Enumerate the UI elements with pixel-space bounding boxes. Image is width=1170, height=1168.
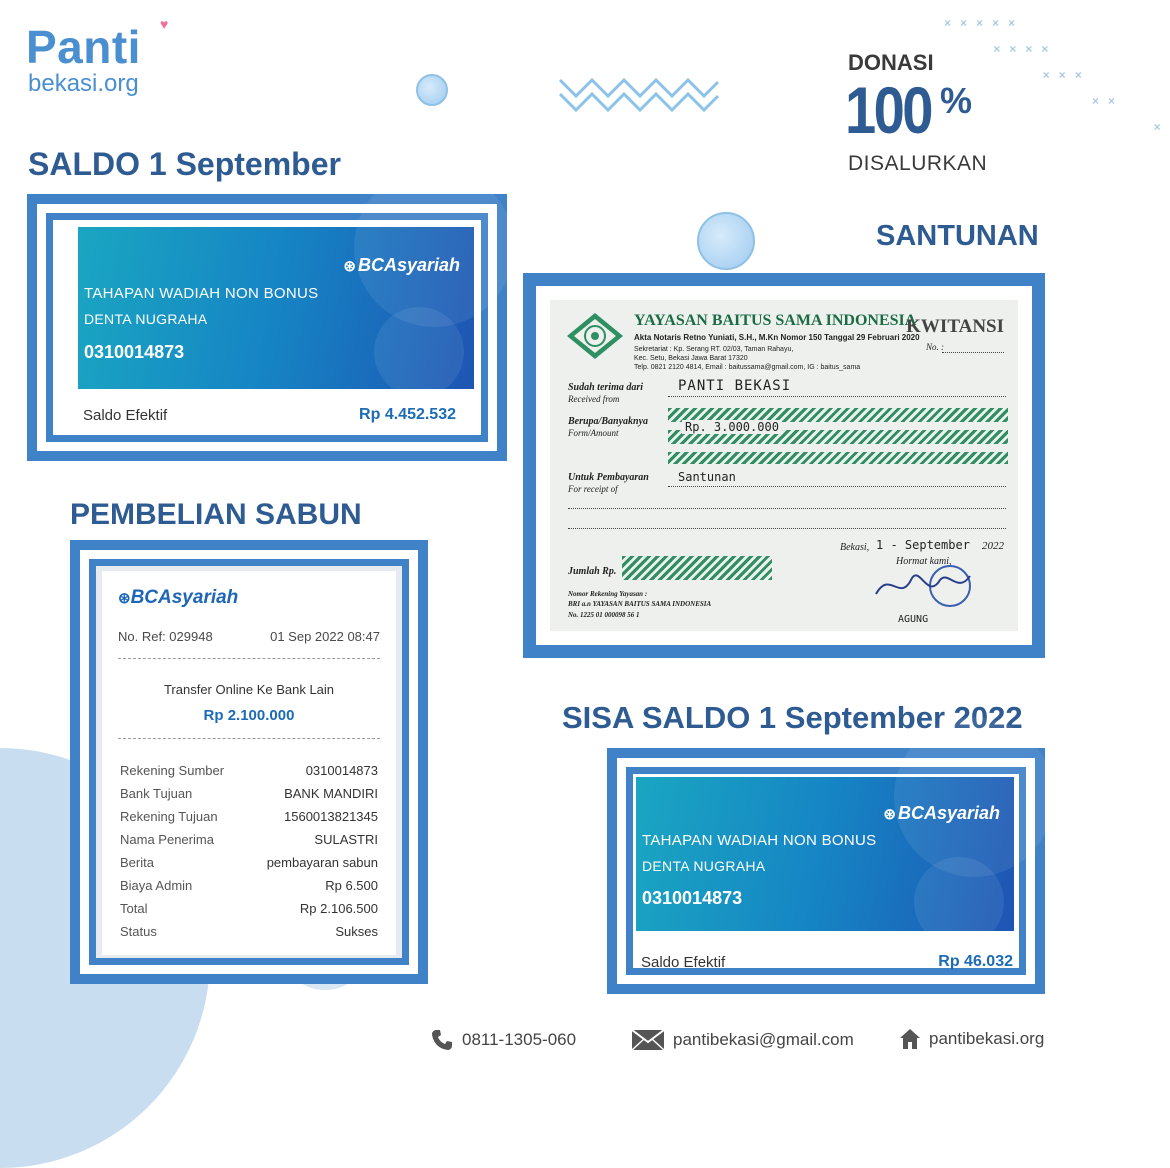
detail-key: Total	[120, 901, 148, 916]
kwitansi-signer: AGUNG	[898, 614, 929, 625]
kwitansi-address-line: Telp. 0821 2120 4814, Email : baitussama@gmail.com, IG : baitus_sama	[634, 364, 861, 371]
field-line	[668, 396, 1006, 397]
detail-key: Rekening Tujuan	[120, 809, 218, 824]
detail-key: Nama Penerima	[120, 832, 214, 847]
dashed-divider	[118, 658, 380, 659]
bubble-decoration-large	[697, 212, 755, 270]
detail-row	[120, 878, 378, 901]
field-received-sub: Received from	[568, 394, 620, 404]
bank-name: BCAsyariah	[130, 587, 239, 608]
kwitansi-document	[550, 300, 1018, 631]
balance-value: Rp 4.452.532	[359, 406, 456, 423]
heading-sisa-saldo: SISA SALDO 1 September 2022	[562, 700, 1023, 735]
santunan-panel	[536, 286, 1032, 645]
detail-row	[120, 924, 378, 947]
mail-icon	[631, 1028, 665, 1052]
detail-key: Bank Tujuan	[120, 786, 193, 801]
detail-value: Rp 6.500	[325, 878, 378, 893]
heading-pembelian-sabun: PEMBELIAN SABUN	[70, 498, 362, 531]
detail-key: Rekening Sumber	[120, 763, 225, 778]
card-decoration	[374, 307, 464, 397]
kwitansi-akta: Akta Notaris Retno Yuniati, S.H., M.Kn Nomor 150 Tanggal 29 Februari 2020	[634, 333, 920, 342]
field-line	[668, 486, 1006, 487]
card-product: TAHAPAN WADIAH NON BONUS	[84, 285, 319, 302]
badge-percent-sign: %	[940, 80, 973, 121]
brand-logo-domain: bekasi.org	[28, 70, 139, 97]
pembelian-frame	[70, 540, 428, 984]
contact-email[interactable]	[631, 1028, 854, 1052]
transfer-details	[120, 763, 378, 953]
detail-key: Status	[120, 924, 157, 939]
balance-value: Rp 46.032	[938, 953, 1013, 970]
field-line	[568, 528, 1006, 529]
badge-disalurkan: DISALURKAN	[848, 152, 988, 175]
kwitansi-year: 2022	[982, 540, 1004, 552]
card-product: TAHAPAN WADIAH NON BONUS	[642, 832, 877, 849]
kwitansi-jumlah-label: Jumlah Rp.	[568, 566, 617, 577]
bank-name: BCAsyariah	[357, 255, 460, 275]
foundation-logo-icon	[566, 312, 624, 360]
saldo-frame	[27, 194, 507, 461]
bca-logo-icon: ⊛	[118, 590, 131, 607]
kwitansi-norek-label: Nomor Rekening Yayasan :	[568, 590, 648, 598]
heading-santunan: SANTUNAN	[876, 220, 1039, 252]
transfer-ref: No. Ref: 029948	[118, 629, 213, 644]
transfer-datetime: 01 Sep 2022 08:47	[270, 629, 380, 644]
signature-stamp-icon	[870, 564, 980, 610]
detail-row	[120, 786, 378, 809]
kwitansi-title: KWITANSI	[906, 316, 1004, 337]
detail-row	[120, 763, 378, 786]
field-purpose-label: Untuk Pembayaran	[568, 472, 649, 483]
contact-phone[interactable]	[430, 1028, 576, 1052]
transfer-title: Transfer Online Ke Bank Lain	[163, 682, 335, 697]
kwitansi-place: Bekasi,	[840, 542, 870, 553]
field-received-value: PANTI BEKASI	[678, 378, 792, 394]
cross-pattern: ××××× ×××× ××× ×× ×	[944, 16, 1170, 134]
bank-name: BCAsyariah	[897, 803, 1000, 823]
detail-value: 1560013821345	[284, 809, 378, 824]
brand-logo-name: Panti	[26, 21, 141, 73]
kwitansi-address	[634, 345, 860, 372]
kwitansi-org-name: YAYASAN BAITUS SAMA INDONESIA	[634, 312, 917, 329]
bank-card-top	[78, 227, 474, 389]
contact-email-text: pantibekasi@gmail.com	[673, 1030, 854, 1049]
saldo-panel	[46, 213, 488, 442]
bca-logo-icon: ⊛	[343, 258, 356, 275]
card-decoration	[914, 857, 1004, 947]
detail-value: Rp 2.106.500	[299, 901, 378, 916]
card-decoration	[354, 167, 514, 327]
dashed-divider	[118, 738, 380, 739]
kwitansi-address-line: Kec. Setu, Bekasi Jawa Barat 17320	[634, 355, 748, 362]
badge-donasi: DONASI	[848, 50, 934, 75]
field-amount-label: Berupa/Banyaknya	[568, 416, 649, 427]
heading-saldo: SALDO 1 September	[28, 146, 341, 182]
heart-icon: ♥	[160, 16, 169, 32]
kwitansi-number-label: No. :	[926, 342, 944, 352]
card-account-number: 0310014873	[642, 888, 743, 908]
detail-row	[120, 809, 378, 832]
santunan-frame	[523, 273, 1045, 658]
detail-value: BANK MANDIRI	[284, 786, 378, 801]
zigzag-decoration	[558, 74, 720, 118]
contact-website[interactable]	[899, 1028, 1044, 1050]
kwitansi-address-line: Sekretariat : Kp. Serang RT. 02/03, Taman Rahayu,	[634, 346, 794, 353]
card-holder: DENTA NUGRAHA	[84, 311, 208, 327]
kwitansi-hormat: Hormat kami,	[896, 556, 952, 567]
detail-key: Biaya Admin	[120, 878, 193, 893]
kwitansi-norek-bank: BRI a.n YAYASAN BAITUS SAMA INDONESIA	[568, 600, 712, 608]
bca-logo-icon: ⊛	[883, 806, 896, 823]
sisa-saldo-panel	[626, 767, 1026, 975]
card-decoration	[894, 717, 1054, 877]
detail-row	[120, 832, 378, 855]
amount-hatch	[668, 452, 1008, 464]
detail-key: Berita	[120, 855, 154, 870]
phone-icon	[430, 1028, 454, 1052]
sisa-saldo-frame	[607, 748, 1045, 994]
field-amount-value: Rp. 3.000.000	[682, 420, 782, 434]
jumlah-hatch	[622, 556, 772, 580]
transfer-receipt	[102, 571, 396, 955]
field-amount-sub: Form/Amount	[568, 428, 619, 438]
detail-value: Sukses	[335, 924, 378, 939]
detail-value: SULASTRI	[314, 832, 378, 847]
card-holder: DENTA NUGRAHA	[642, 858, 766, 874]
kwitansi-norek-number: No. 1225 01 000098 56 1	[568, 611, 640, 619]
field-line	[568, 508, 1006, 509]
balance-label: Saldo Efektif	[641, 954, 726, 971]
detail-row	[120, 855, 378, 878]
bank-card-bottom	[636, 777, 1014, 931]
pembelian-panel	[89, 559, 409, 965]
bubble-decoration	[416, 74, 448, 106]
field-purpose-value: Santunan	[678, 470, 736, 484]
field-purpose-sub: For receipt of	[568, 484, 618, 494]
balance-label: Saldo Efektif	[83, 407, 168, 424]
field-received-label: Sudah terima dari	[568, 382, 644, 393]
card-account-number: 0310014873	[84, 342, 185, 362]
contact-phone-text: 0811-1305-060	[462, 1030, 577, 1049]
home-icon	[899, 1028, 921, 1050]
contact-website-text: pantibekasi.org	[929, 1029, 1045, 1048]
transfer-amount: Rp 2.100.000	[203, 707, 295, 724]
detail-value: pembayaran sabun	[266, 855, 378, 870]
badge-percent-value: 100	[845, 73, 931, 147]
detail-row	[120, 901, 378, 924]
kwitansi-number-line	[942, 352, 1004, 353]
detail-value: 0310014873	[305, 763, 378, 778]
kwitansi-date: 1 - September	[876, 538, 970, 552]
